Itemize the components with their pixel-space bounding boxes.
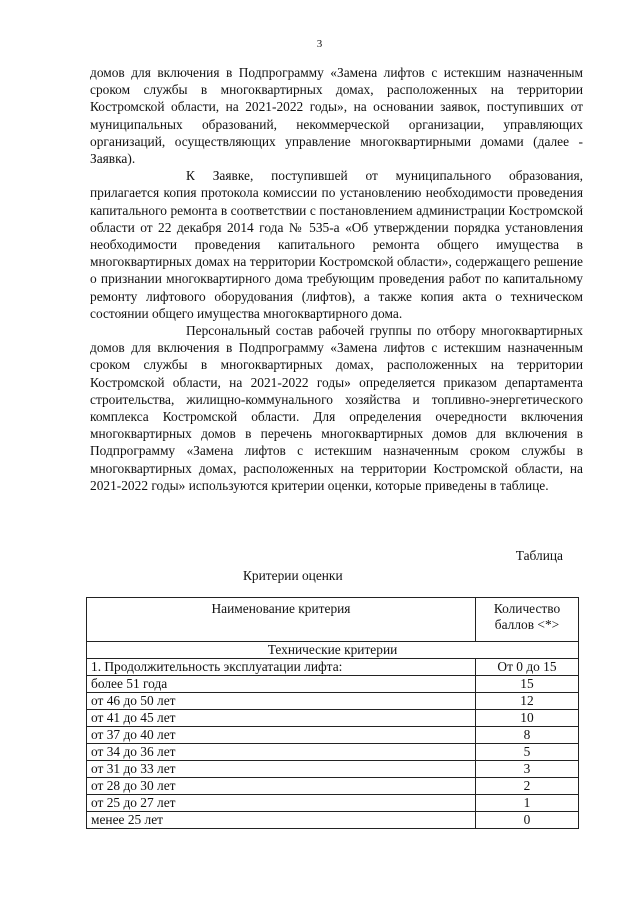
row-name-cell: от 37 до 40 лет: [87, 727, 476, 744]
table-row: [87, 727, 579, 744]
header-name-cell: Наименование критерия: [87, 598, 476, 642]
table-row: [87, 761, 579, 778]
row-name-cell: от 46 до 50 лет: [87, 693, 476, 710]
row-name-cell: от 41 до 45 лет: [87, 710, 476, 727]
criteria-table: [86, 597, 579, 829]
row-score-cell: 2: [476, 778, 579, 795]
row-score-cell: 12: [476, 693, 579, 710]
row-score-cell: 8: [476, 727, 579, 744]
row-name-cell: от 28 до 30 лет: [87, 778, 476, 795]
row-name-cell: от 25 до 27 лет: [87, 795, 476, 812]
row-name-cell: менее 25 лет: [87, 812, 476, 829]
section-cell: Технические критерии: [87, 642, 579, 659]
row-name-cell: от 34 до 36 лет: [87, 744, 476, 761]
table-row: [87, 778, 579, 795]
row-score-cell: 5: [476, 744, 579, 761]
table-row: [87, 693, 579, 710]
row-score-cell: 10: [476, 710, 579, 727]
paragraph: К Заявке, поступившей от муниципального образования, прилагается копия протокола комиссии по установлению необходимости проведения капитального ремонта в соответствии с постановлением администрации Костромской области от 22 декабря 2014 года № 535-а «Об утверждении порядка установления необходимости проведения капитального ремонта общего имущества в многоквартирных домах на территории Костромской области», содержащего решение о признании многоквартирного дома требующим проведения работ по капитальному ремонту лифтового оборудования (лифтов), а также копия акта о техническом состоянии общего имущества многоквартирного дома.: [90, 168, 583, 321]
table-caption: Таблица: [515, 548, 563, 563]
table-row: [87, 744, 579, 761]
row-score-cell: 1: [476, 795, 579, 812]
table-section-row: [87, 642, 579, 659]
criterion-row: [87, 659, 579, 676]
row-score-cell: 0: [476, 812, 579, 829]
row-score-cell: 15: [476, 676, 579, 693]
paragraph: Персональный состав рабочей группы по отбору многоквартирных домов для включения в Подпрограмму «Замена лифтов с истекшим назначенным сроком службы в многоквартирных домах, расположенных на территории Костромской области, на 2021-2022 годы» определяется приказом департамента строительства, жилищно-коммунального хозяйства и топливно-энергетического комплекса Костромской области. Для определения очередности включения многоквартирных домов в перечень многоквартирных домов для включения в Подпрограмму «Замена лифтов с истекшим назначенным сроком службы в многоквартирных домах, расположенных на территории Костромской области, на 2021-2022 годы» используются критерии оценки, которые приведены в таблице.: [90, 323, 583, 493]
table-row: [87, 795, 579, 812]
row-name-cell: более 51 года: [87, 676, 476, 693]
row-score-cell: 3: [476, 761, 579, 778]
body-text: [90, 64, 583, 494]
page-number: 3: [316, 38, 323, 50]
table-header-row: [87, 598, 579, 642]
table-row: [87, 812, 579, 829]
paragraph: домов для включения в Подпрограмму «Замена лифтов с истекшим назначенным сроком службы в многоквартирных домах, расположенных на территории Костромской области, на 2021-2022 годы», на основании заявок, поступивших от муниципальных образований, некоммерческой организации, управляющих организаций, осуществляющих управление многоквартирными домами (далее - Заявка).: [90, 65, 583, 167]
table-title: Критерии оценки: [243, 568, 343, 583]
table-row: [87, 710, 579, 727]
header-score-cell: Количество баллов <*>: [476, 598, 579, 642]
table-row: [87, 676, 579, 693]
row-name-cell: от 31 до 33 лет: [87, 761, 476, 778]
criterion-name-cell: 1. Продолжительность эксплуатации лифта:: [87, 659, 476, 676]
criterion-score-cell: От 0 до 15: [476, 659, 579, 676]
